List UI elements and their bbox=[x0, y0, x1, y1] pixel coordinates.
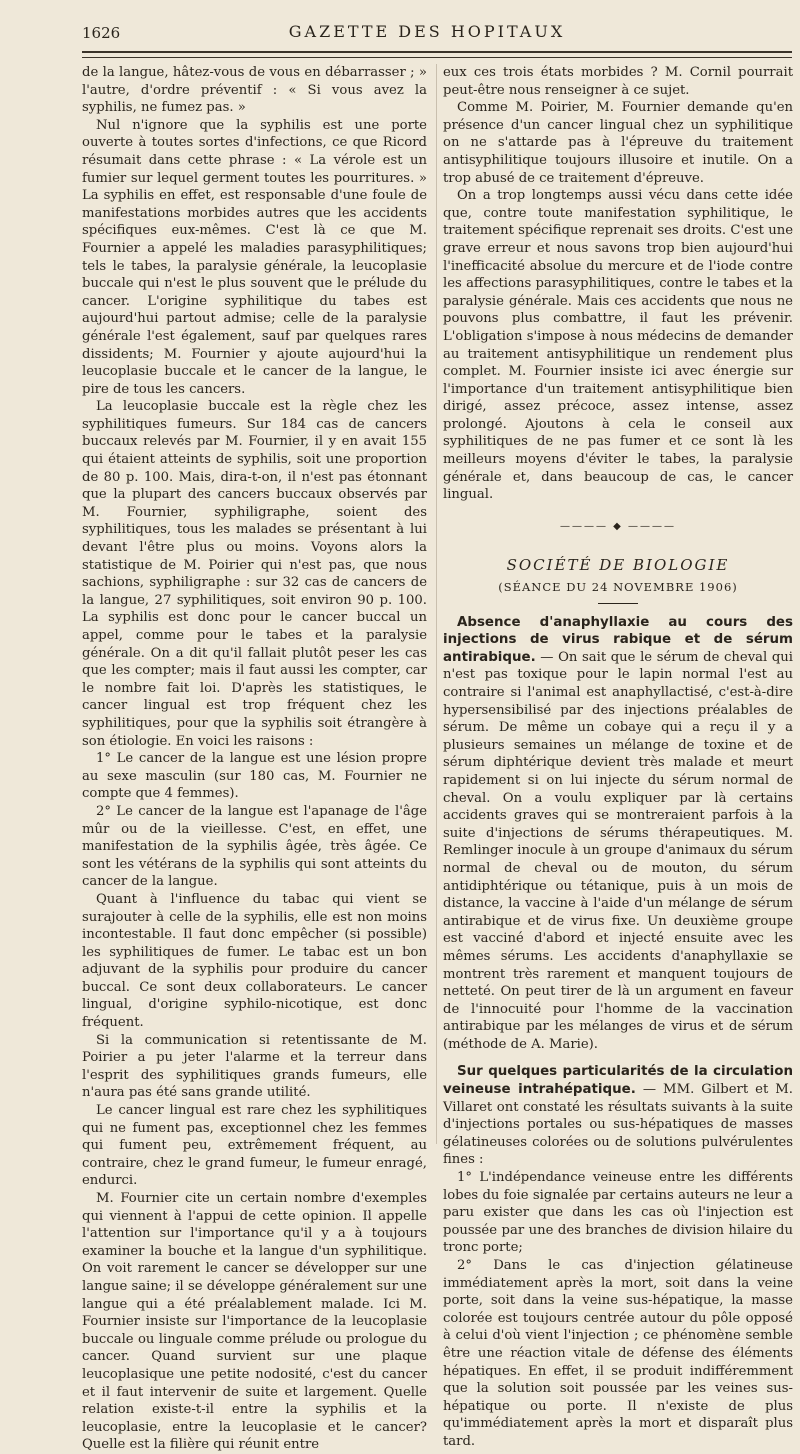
article-paragraph bbox=[443, 1063, 793, 1169]
section-title: SOCIÉTÉ DE BIOLOGIE bbox=[506, 556, 730, 575]
paragraph: eux ces trois états morbides ? M. Cornil pourrait peut-être nous renseigner à ce sujet. bbox=[443, 65, 793, 98]
page-header bbox=[82, 20, 772, 44]
header-rule bbox=[82, 51, 792, 53]
paragraph: 1° L'indépendance veineuse entre les différents lobes du foie signalée par certains auteurs ne leur a paru exister que dans les cas où l'injection est poussée par une des branches de division hilaire du tronc porte; bbox=[443, 1170, 793, 1256]
paragraph: 2° Dans le cas d'injection gélatineuse immédiatement après la mort, soit dans la veine porte, soit dans la veine sus-hépatique, la masse colorée est toujours centrée autour du pôle opposé à celui d'où vient l'injection ; ce phénomène semble être une réaction vitale de défense des éléments hépatiques. En effet, il se produit indifféremment que la solution soit poussée par les veines sus-hépatique ou porte. Il n'existe de plus qu'immédiatement après la mort et disparaît plus tard. bbox=[443, 1258, 793, 1449]
article-body: — MM. Gilbert et M. Villaret ont constaté les résultats suivants à la suite d'injections portales ou sus-hépatiques de masses gélatineuses colorées ou de solutions pulvérulentes fines : bbox=[443, 1082, 793, 1168]
paragraph: 1° Le cancer de la langue est une lésion propre au sexe masculin (sur 180 cas, M. Fournier ne compte que 4 femmes). bbox=[82, 751, 427, 802]
paragraph: Si la communication si retentissante de M. Poirier a pu jeter l'alarme et la terreur dans l'esprit des syphilitiques grands fumeurs, elle n'aura pas été sans grande utilité. bbox=[82, 1032, 427, 1101]
paragraph: Le cancer lingual est rare chez les syphilitiques qui ne fument pas, exceptionnel chez les femmes qui fument peu, extrêmement fréquent, au contraire, chez le grand fumeur, le fumeur enragé, endurci. bbox=[82, 1103, 427, 1189]
header-rule-thin bbox=[82, 57, 792, 58]
article-paragraph bbox=[443, 614, 793, 1054]
paragraph: Nul n'ignore que la syphilis est une porte ouverte à toutes sortes d'infections, ce que Ricord résumait dans cette phrase : « La vérole est un fumier sur lequel germent toutes les pourritures. » La syphilis en effet, est responsable d'une foule de manifestations morbides autres que les accidents spécifiques eux-mêmes. C'est là ce que M. Fournier a appelé les maladies parasyphilitiques; tels le tabes, la paralysie générale, la leucoplasie buccale qui n'est le plus souvent que le prélude du cancer. L'origine syphilitique du tabes est aujourd'hui partout admise; celle de la paralysie générale l'est également, sauf par quelques rares dissidents; M. Fournier y ajoute aujourd'hui la leucoplasie buccale et le cancer de la langue, le pire de tous les cancers. bbox=[82, 117, 427, 397]
short-rule bbox=[598, 603, 638, 604]
journal-title: GAZETTE DES HOPITAUX bbox=[288, 22, 566, 41]
ornament-divider: ———— ◆ ———— bbox=[559, 520, 677, 532]
section-subtitle: (SÉANCE DU 24 NOVEMBRE 1906) bbox=[498, 580, 738, 595]
page-number: 1626 bbox=[82, 24, 121, 42]
paragraph: 2° Le cancer de la langue est l'apanage de l'âge mûr ou de la vieillesse. C'est, en effet, une manifestation de la syphilis âgée, très âgée. Ce sont les vétérans de la syphilis qui sont atteints du cancer de la langue. bbox=[82, 803, 427, 890]
paragraph: M. Fournier cite un certain nombre d'exemples qui viennent à l'appui de cette opinion. Il appelle l'attention sur l'importance qu'il y a à toujours examiner la bouche et la langue d'un syphilitique. On voit rarement le cancer se développer sur une langue saine; il se développe généralement sur une langue qui a été préalablement malade. Ici M. Fournier insiste sur l'importance de la leucoplasie buccale ou linguale comme prélude ou prologue du cancer. Quand survient sur une plaque leucoplasique une petite nodosité, c'est du cancer et il faut intervenir de suite et largement. Quelle relation existe-t-il entre la syphilis et la leucoplasie, entre la leucoplasie et le cancer? Quelle est la filière qui réunit entre bbox=[82, 1191, 427, 1453]
paragraph: On a trop longtemps aussi vécu dans cette idée que, contre toute manifestation syphilitique, le traitement spécifique reprenait ses droits. C'est une grave erreur et nous savons trop bien aujourd'hui l'inefficacité absolue du mercure et de l'iode contre les affections parasyphilitiques, contre le tabes et la paralysie générale. Mais ces accidents que nous ne pouvons plus combattre, il faut les prévenir. L'obligation s'impose à nous médecins de demander au traitement antisyphilitique un rendement plus complet. M. Fournier insiste ici avec énergie sur l'importance d'un traitement antisyphilitique bien dirigé, assez précoce, assez intense, assez prolongé. Ajoutons à cela le conseil aux syphilitiques de ne pas fumer et ce sont là les meilleurs moyens d'éviter le tabes, la paralysie générale et, dans beaucoup de cas, le cancer lingual. bbox=[443, 188, 793, 503]
left-column bbox=[82, 64, 427, 1454]
right-column bbox=[443, 64, 793, 1451]
paragraph: Comme M. Poirier, M. Fournier demande qu'en présence d'un cancer lingual chez un syphilitique on ne s'attarde pas à l'épreuve du traitement antisyphilitique toujours illusoire et inutile. On a trop abusé de ce traitement d'épreuve. bbox=[443, 100, 793, 186]
paragraph: de la langue, hâtez-vous de vous en débarrasser ; » l'autre, d'ordre préventif : « Si vous avez la syphilis, ne fumez pas. » bbox=[82, 65, 427, 116]
paragraph: Quant à l'influence du tabac qui vient se surajouter à celle de la syphilis, elle est non moins incontestable. Il faut donc empêcher (si possible) les syphilitiques de fumer. Le tabac est un bon adjuvant de la syphilis pour produire du cancer buccal. Ce sont deux collaborateurs. Le cancer lingual, d'origine syphilo-nicotique, est donc fréquent. bbox=[82, 891, 427, 1031]
paragraph: La leucoplasie buccale est la règle chez les syphilitiques fumeurs. Sur 184 cas de cancers buccaux relevés par M. Fournier, il y en avait 155 qui étaient atteints de syphilis, soit une proportion de 80 p. 100. Mais, dira-t-on, il n'est pas étonnant que la plupart des cancers buccaux observés par M. Fournier, syphiligraphe, soient des syphilitiques, tous les malades se présentant à lui devant l'être plus ou moins. Voyons alors la statistique de M. Poirier qui n'est pas, que nous sachions, syphiligraphe : sur 32 cas de cancers de la langue, 27 syphilitiques, soit environ 90 p. 100. La syphilis est donc pour le cancer buccal un appel, comme pour le tabes et la paralysie générale. On a dit qu'il fallait plutôt peser les cas que les compter; mais il faut aussi les compter, car le nombre fait loi. D'après les statistiques, le cancer lingual est trop fréquent chez les syphilitiques, pour que la syphilis soit étrangère à son étiologie. En voici les raisons : bbox=[82, 399, 427, 749]
article-title: Absence d'anaphyllaxie au cours des injections de virus rabique et de sérum antirabique. bbox=[443, 614, 793, 665]
column-separator bbox=[436, 64, 437, 1144]
article-body: — On sait que le sérum de cheval qui n'est pas toxique pour le lapin normal l'est au contraire si l'animal est anaphyllactisé, c'est-à-dire hypersensibilisé par des injections préalables de sérum. De même un cobaye qui a reçu il y a plusieurs semaines un mélange de toxine et de sérum diphtérique devient très malade et meurt rapidement si on lui injecte du sérum normal de cheval. On a voulu expliquer par là certains accidents graves qui se montreraient parfois à la suite d'injections de sérums thérapeutiques. M. Remlinger inocule à un groupe d'animaux du sérum normal de cheval ou de mouton, du sérum antidiphtérique ou tétanique, puis à un mois de distance, la vaccine à l'aide d'un mélange de sérum antirabique et de virus fixe. Un deuxième groupe est vacciné d'abord et injecté ensuite avec les mêmes sérums. Les accidents d'anaphyllaxie se montrent très rarement et manquent toujours de netteté. On peut tirer de là un argument en faveur de l'innocuité pour l'homme de la vaccination antirabique par les mélanges de virus et de sérum (méthode de A. Marie). bbox=[443, 649, 793, 1052]
article-title: Sur quelques particularités de la circulation veineuse intrahépatique. bbox=[443, 1064, 793, 1098]
